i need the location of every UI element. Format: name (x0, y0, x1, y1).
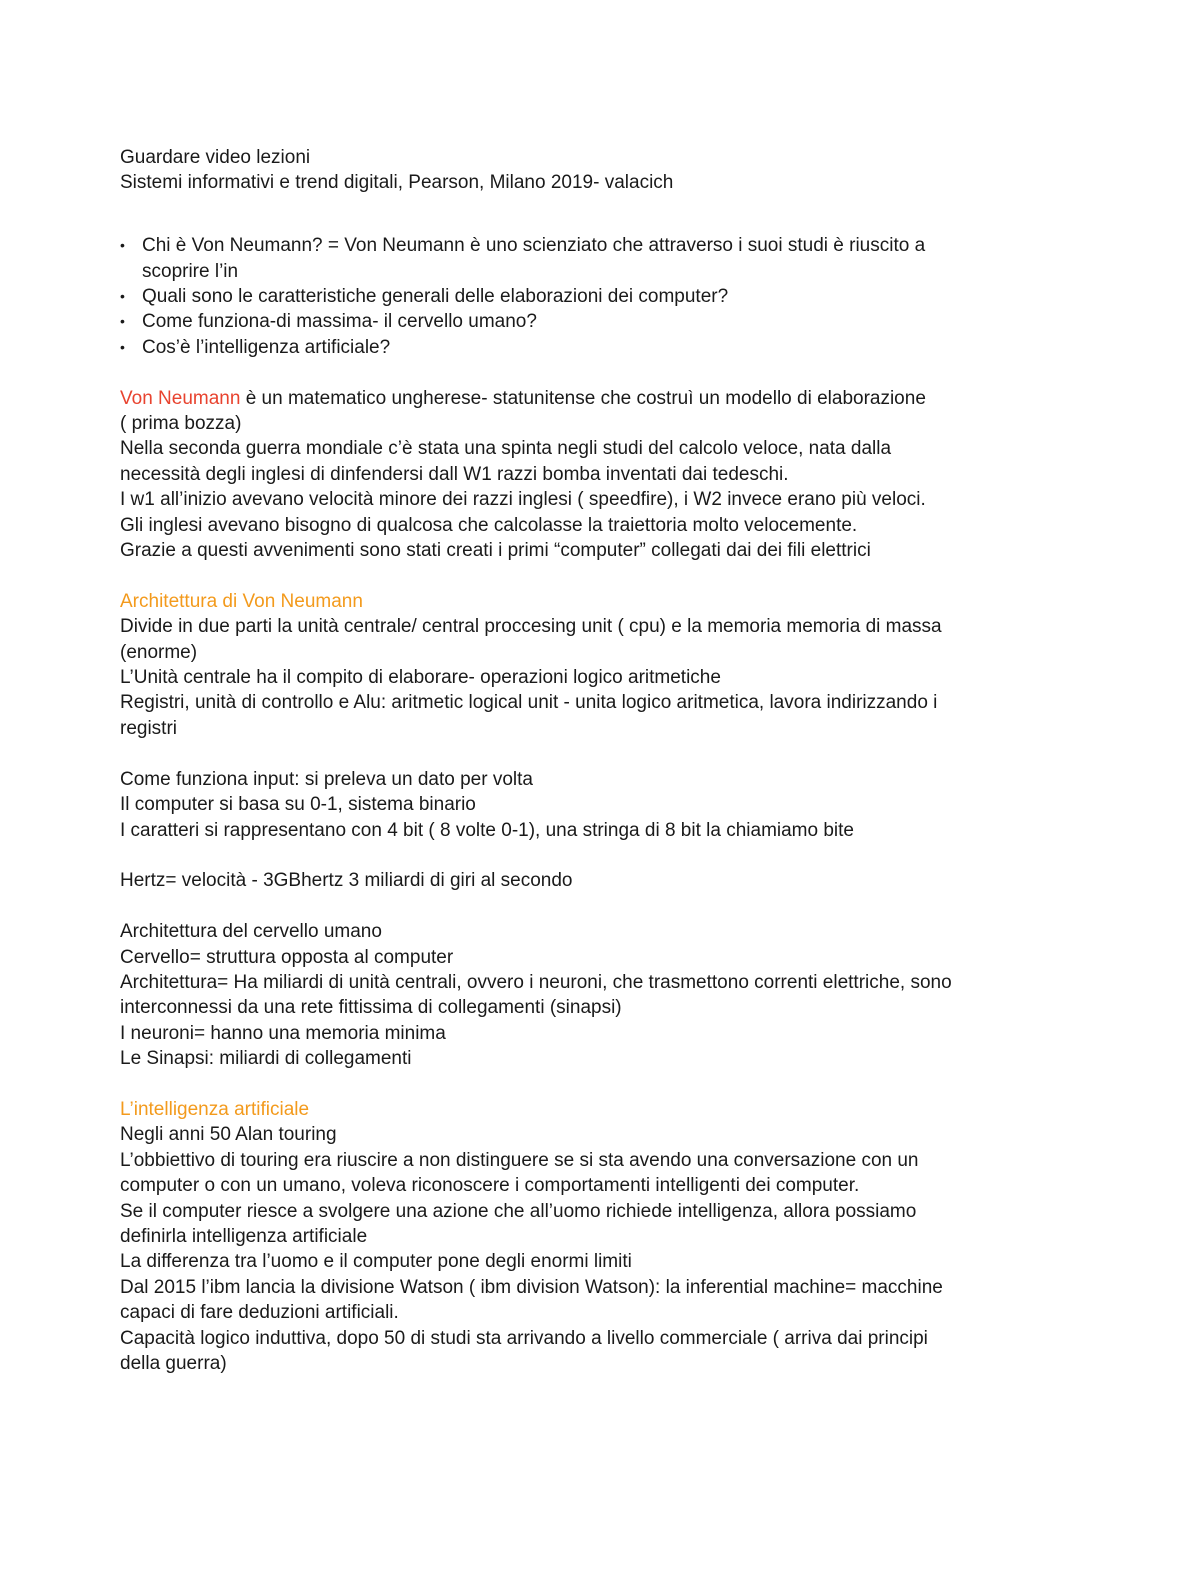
question-item (120, 284, 1080, 309)
spacer (120, 1072, 1080, 1097)
spacer (120, 196, 1080, 221)
von-neumann-intro-text: è un matematico ungherese- statunitense che costruì un modello di elaborazione (240, 387, 926, 409)
section-heading-ai: L’intelligenza artificiale (120, 1098, 310, 1120)
bullet-icon: • (120, 338, 125, 355)
question-text: Cos’è l’intelligenza artificiale? (142, 336, 391, 358)
paragraph-line: Architettura del cervello umano (120, 921, 382, 943)
paragraph-line: registri (120, 717, 178, 739)
paragraph-line: della guerra) (120, 1352, 227, 1374)
paragraph-line: Gli inglesi avevano bisogno di qualcosa che calcolasse la traiettoria molto velocemente. (120, 514, 858, 536)
paragraph-line: computer o con un umano, voleva riconoscere i comportamenti intelligenti dei computer. (120, 1175, 860, 1197)
von-neumann-intro (120, 386, 1080, 411)
document-page (120, 145, 1080, 1376)
paragraph-line: Se il computer riesce a svolgere una azione che all’uomo richiede intelligenza, allora possiamo (120, 1200, 917, 1222)
spacer (120, 563, 1080, 588)
paragraph-line: Come funziona input: si preleva un dato per volta (120, 768, 533, 790)
paragraph-line: L’Unità centrale ha il compito di elaborare- operazioni logico aritmetiche (120, 667, 721, 689)
paragraph-line: Negli anni 50 Alan touring (120, 1124, 337, 1146)
question-text: Quali sono le caratteristiche generali delle elaborazioni dei computer? (142, 286, 729, 308)
von-neumann-name: Von Neumann (120, 387, 241, 409)
paragraph-line: Architettura= Ha miliardi di unità centrali, ovvero i neuroni, che trasmettono correnti elettriche, sono (120, 971, 952, 993)
paragraph-line: La differenza tra l’uomo e il computer pone degli enormi limiti (120, 1251, 632, 1273)
spacer (120, 741, 1080, 766)
question-item (120, 309, 1080, 334)
header-line-1: Guardare video lezioni (120, 147, 311, 168)
paragraph-line: necessità degli inglesi di dinfendersi dall W1 razzi bomba inventati dai tedeschi. (120, 463, 789, 485)
paragraph-line: I w1 all’inizio avevano velocità minore dei razzi inglesi ( speedfire), i W2 invece erano più veloci. (120, 489, 926, 511)
spacer (120, 894, 1080, 919)
header-line-2: Sistemi informativi e trend digitali, Pearson, Milano 2019- valacich (120, 172, 674, 194)
paragraph-line: Hertz= velocità - 3GBhertz 3 miliardi di giri al secondo (120, 870, 573, 892)
paragraph-line: capaci di fare deduzioni artificiali. (120, 1302, 399, 1324)
spacer (120, 843, 1080, 868)
question-list (120, 233, 1080, 360)
paragraph-line: Capacità logico induttiva, dopo 50 di studi sta arrivando a livello commerciale ( arriva dai principi (120, 1327, 928, 1349)
question-item (120, 233, 1080, 284)
paragraph-line: Divide in due parti la unità centrale/ central proccesing unit ( cpu) e la memoria memoria di massa (120, 616, 942, 638)
paragraph-line: Nella seconda guerra mondiale c’è stata una spinta negli studi del calcolo veloce, nata dalla (120, 438, 892, 460)
paragraph-line: Il computer si basa su 0-1, sistema binario (120, 794, 476, 816)
bullet-icon: • (120, 237, 125, 254)
question-text: Chi è Von Neumann? = Von Neumann è uno scienziato che attraverso i suoi studi è riuscito a (142, 235, 926, 257)
spacer (120, 360, 1080, 385)
paragraph-line: I neuroni= hanno una memoria minima (120, 1022, 446, 1044)
paragraph-line: I caratteri si rappresentano con 4 bit ( 8 volte 0-1), una stringa di 8 bit la chiamiamo bite (120, 819, 854, 841)
paragraph-line: interconnessi da una rete fittissima di collegamenti (sinapsi) (120, 997, 622, 1019)
question-item (120, 335, 1080, 360)
paragraph-line: definirla intelligenza artificiale (120, 1225, 368, 1247)
question-text: Come funziona-di massima- il cervello umano? (142, 311, 537, 333)
section-heading-architecture: Architettura di Von Neumann (120, 590, 363, 612)
bullet-icon: • (120, 288, 125, 305)
bullet-icon: • (120, 313, 125, 330)
paragraph-line: ( prima bozza) (120, 413, 242, 435)
paragraph-line: Registri, unità di controllo e Alu: aritmetic logical unit - unita logico aritmetica, lavora indirizzando i (120, 692, 938, 714)
spacer (120, 221, 1080, 233)
paragraph-line: L’obbiettivo di touring era riuscire a non distinguere se si sta avendo una conversazione con un (120, 1149, 919, 1171)
paragraph-line: Grazie a questi avvenimenti sono stati creati i primi “computer” collegati dai dei fili elettrici (120, 540, 871, 562)
paragraph-line: Cervello= struttura opposta al computer (120, 946, 454, 968)
question-text-continued: scoprire l’in (142, 260, 239, 282)
paragraph-line: Dal 2015 l’ibm lancia la divisione Watson ( ibm division Watson): la inferential machine= macchine (120, 1276, 943, 1298)
paragraph-line: Le Sinapsi: miliardi di collegamenti (120, 1048, 412, 1070)
paragraph-line: (enorme) (120, 641, 198, 663)
